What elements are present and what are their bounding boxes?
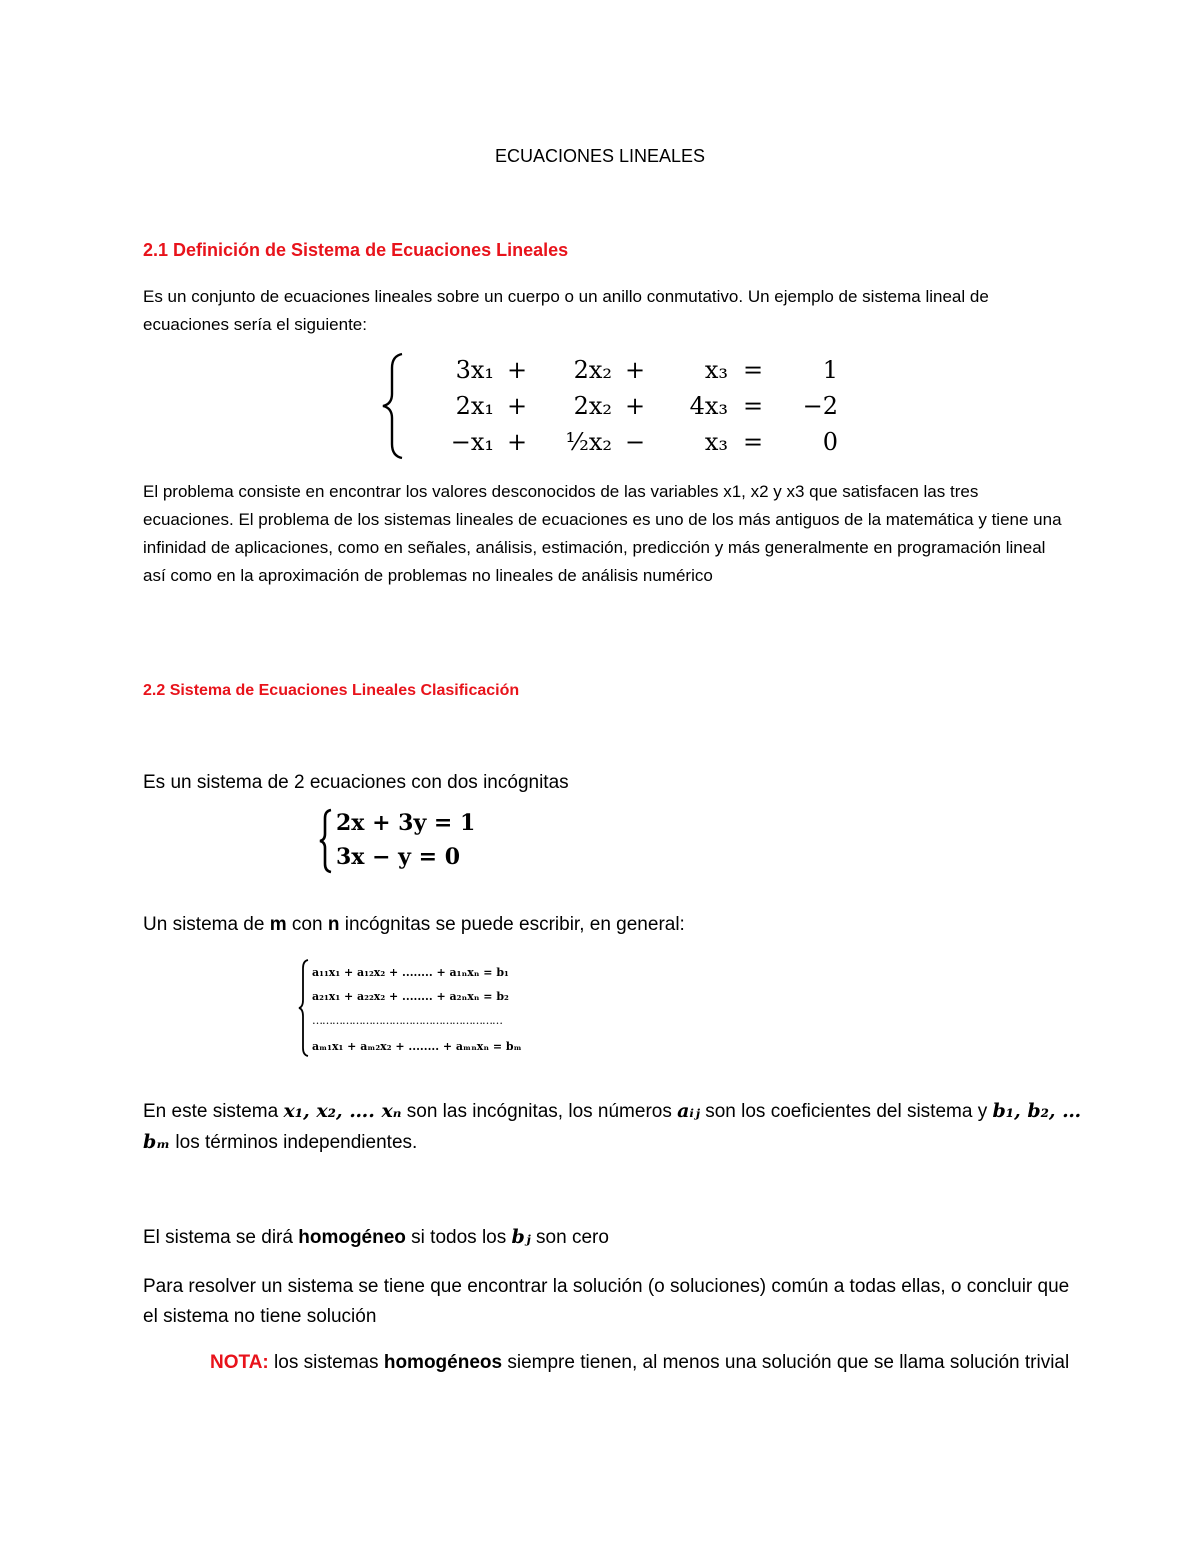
text-span: son las incógnitas, los números	[401, 1101, 678, 1122]
equation-cell-r1-c7: 1	[822, 356, 838, 384]
equation-cell-r3-c6: =	[742, 428, 764, 456]
coefficients-math: aᵢⱼ	[677, 1100, 700, 1122]
text-span: los sistemas	[268, 1352, 384, 1373]
text-span: En este sistema	[143, 1101, 284, 1122]
left-brace-icon	[378, 350, 408, 462]
system3-row-2: a₂₁x₁ + a₂₂x₂ + ........ + a₂ₙxₙ = b₂	[312, 990, 509, 1003]
text-span: si todos los	[405, 1227, 512, 1248]
unknowns-math: x₁, x₂, …. xₙ	[283, 1100, 402, 1122]
left-brace-icon	[298, 958, 310, 1058]
text-span: siempre tienen, al menos una solución que se llama solución trivial	[502, 1352, 1070, 1373]
text-span: Un sistema de	[143, 914, 270, 935]
equation-cell-r2-c7: −2	[802, 392, 838, 420]
section-heading-definition: 2.1 Definición de Sistema de Ecuaciones Lineales	[143, 240, 569, 260]
system3-row-1: a₁₁x₁ + a₁₂x₂ + ........ + a₁ₙxₙ = b₁	[312, 966, 509, 979]
independent-terms-math: b₁, b₂, … bₘ	[143, 1100, 1082, 1153]
homogeneous-line	[143, 1222, 1083, 1253]
equation-cell-r1-c3: 2x₂	[573, 356, 612, 384]
equation-cell-r1-c2: +	[506, 356, 528, 384]
system2-row-1: 2x + 3y = 1	[336, 810, 476, 836]
equation-cell-r3-c7: 0	[822, 428, 838, 456]
text-span: los términos independientes.	[170, 1132, 418, 1153]
solve-paragraph: Para resolver un sistema se tiene que encontrar la solución (o soluciones) común a todas ellas, o concluir que el sistema no tiene solución	[143, 1276, 1070, 1327]
equation-cell-r1-c5: x₃	[704, 356, 728, 384]
problem-paragraph: El problema consiste en encontrar los valores desconocidos de las variables x1, x2 y x3 que satisfacen las tres ecuaciones. El problema de los sistemas lineales de ecuaciones es uno de los más antiguos de la matemática y tiene una infinidad de aplicaciones, como en señales, análisis, estimación, predicción y más generalmente en programación lineal así como en la aproximación de problemas no lineales de análisis numérico	[143, 482, 1062, 585]
text-span: son cero	[530, 1227, 609, 1248]
example-equation-system	[378, 350, 838, 462]
text-span: El sistema se dirá	[143, 1227, 299, 1248]
equation-cell-r3-c1: −x₁	[450, 428, 494, 456]
two-variable-system	[318, 808, 476, 878]
equation-cell-r3-c4: −	[624, 428, 646, 456]
n-symbol: n	[327, 914, 340, 935]
equation-cell-r2-c2: +	[506, 392, 528, 420]
equation-cell-r1-c4: +	[624, 356, 646, 384]
two-equations-line: Es un sistema de 2 ecuaciones con dos incógnitas	[143, 772, 569, 793]
left-brace-icon	[318, 808, 334, 874]
note-label: NOTA:	[210, 1352, 269, 1373]
equation-cell-r1-c6: =	[742, 356, 764, 384]
general-equation-system	[298, 958, 548, 1060]
equation-cell-r1-c1: 3x₁	[455, 356, 494, 384]
equation-cell-r3-c3: ½x₂	[565, 428, 612, 456]
equation-cell-r2-c1: 2x₁	[455, 392, 494, 420]
m-symbol: m	[269, 914, 287, 935]
system-terms-paragraph	[143, 1096, 1083, 1158]
equation-cell-r2-c5: 4x₃	[689, 392, 728, 420]
equation-cell-r2-c6: =	[742, 392, 764, 420]
text-span: con	[286, 914, 328, 935]
system3-row-m: aₘ₁x₁ + aₘ₂x₂ + ........ + aₘₙxₙ = bₘ	[312, 1040, 522, 1053]
equation-grid	[420, 352, 838, 460]
equation-cell-r3-c5: x₃	[704, 428, 728, 456]
bj-math: bⱼ	[511, 1226, 531, 1248]
general-system-line	[143, 910, 1083, 940]
homogeneous-term: homogéneo	[298, 1227, 406, 1248]
system3-ellipsis-row: …………………………………………………	[312, 1014, 502, 1027]
text-span: son los coeficientes del sistema y	[699, 1101, 993, 1122]
system2-row-2: 3x − y = 0	[336, 844, 461, 870]
page-title: ECUACIONES LINEALES	[494, 146, 706, 166]
equation-cell-r2-c3: 2x₂	[573, 392, 612, 420]
definition-intro: Es un conjunto de ecuaciones lineales sobre un cuerpo o un anillo conmutativo. Un ejemplo de sistema lineal de ecuaciones sería el siguiente:	[143, 287, 989, 334]
homogeneous-term: homogéneos	[383, 1352, 503, 1373]
text-span: incógnitas se puede escribir, en general:	[339, 914, 685, 935]
note-paragraph	[210, 1348, 1090, 1378]
equation-cell-r3-c2: +	[506, 428, 528, 456]
section-heading-classification: 2.2 Sistema de Ecuaciones Lineales Clasificación	[143, 682, 520, 699]
equation-cell-r2-c4: +	[624, 392, 646, 420]
